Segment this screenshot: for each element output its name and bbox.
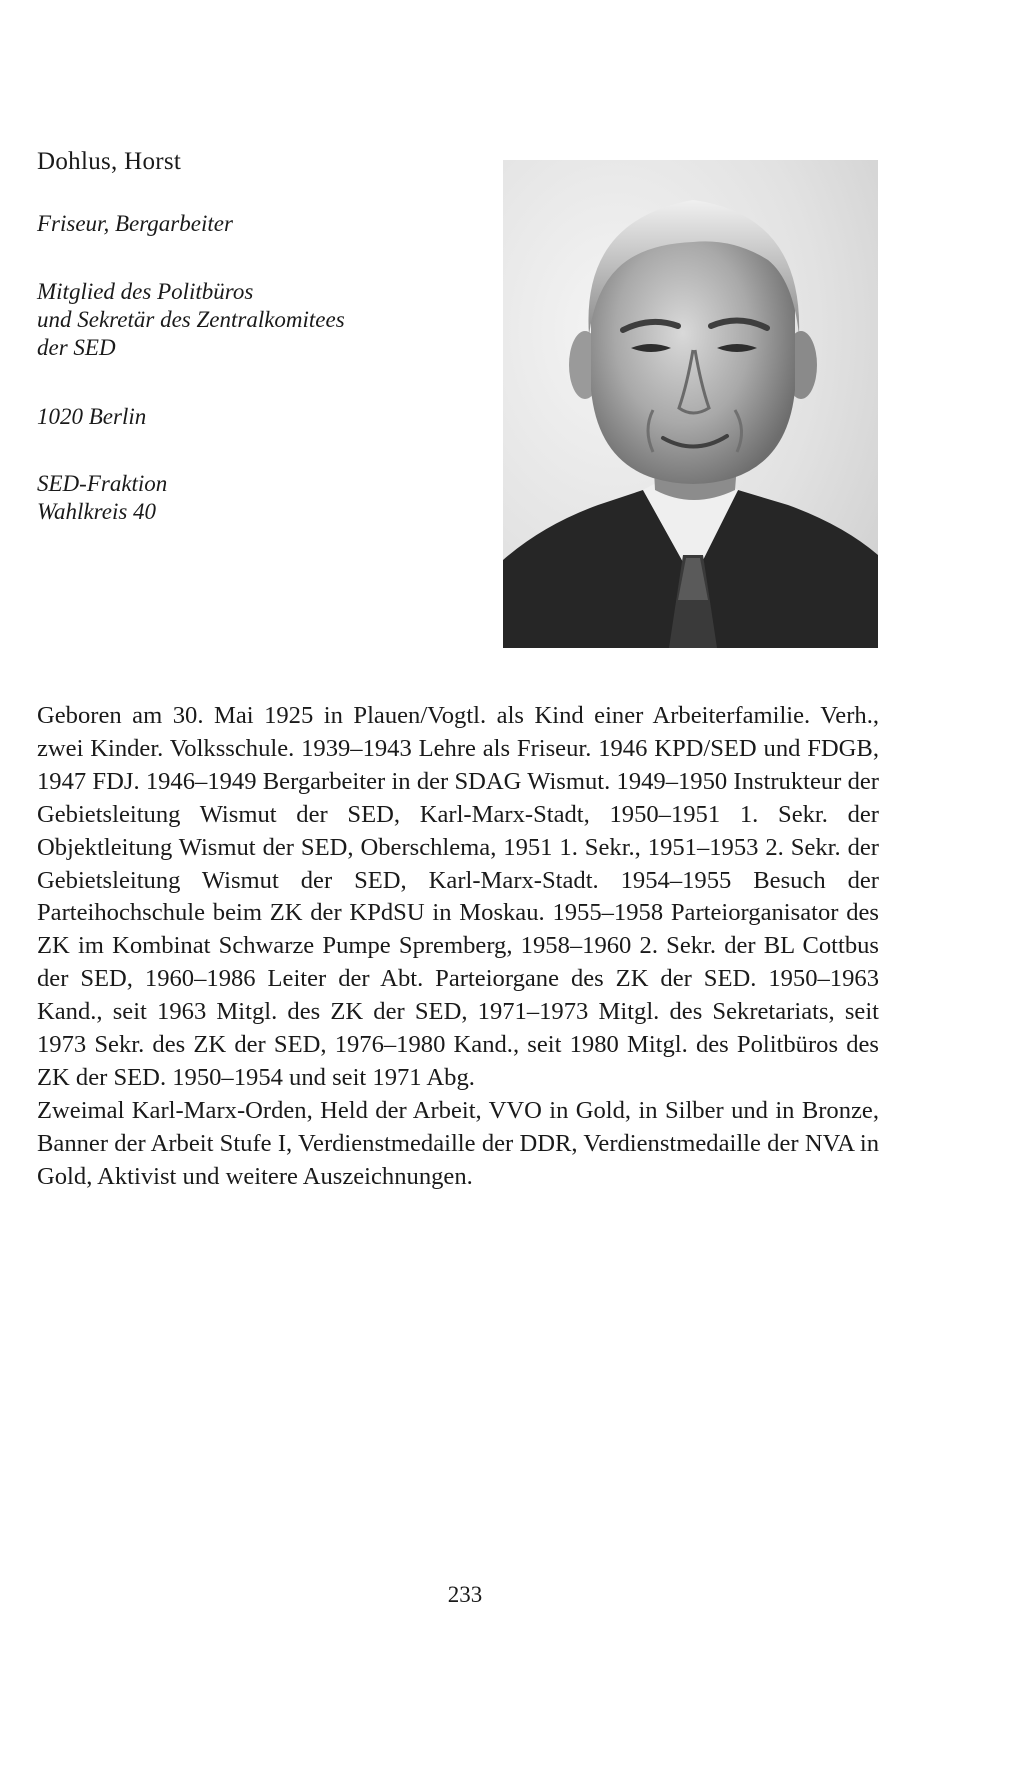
portrait-photo [503,160,878,648]
entry-faction [37,470,167,526]
portrait-illustration [503,160,878,648]
entry-occupation [37,210,233,238]
constituency-line: Wahlkreis 40 [37,499,157,524]
faction-line: SED-Fraktion [37,471,168,496]
entry-name: Dohlus, Horst [37,148,182,175]
entry-position [37,278,345,362]
address-text: 1020 Berlin [37,404,147,429]
position-line: der SED [37,335,116,360]
entry-address [37,403,146,431]
position-line: und Sekretär des Zentralkomitees [37,307,345,332]
position-line: Mitglied des Politbüros [37,279,254,304]
awards-paragraph: Zweimal Karl-Marx-Orden, Held der Arbeit, VVO in Gold, in Silber und in Bronze, Banner der Arbeit Stufe I, Verdienstmedaille der DDR, Verdienstmedaille der NVA in Gold, Aktivist und weitere Auszeichnungen. [37,1096,879,1190]
page-number: 233 [447,1582,483,1607]
occupation-text: Friseur, Bergarbeiter [37,211,233,236]
biography [37,700,879,1194]
biography-paragraph: Geboren am 30. Mai 1925 in Plauen/Vogtl. als Kind einer Arbeiterfamilie. Verh., zwei Kinder. Volksschule. 1939–1943 Lehre als Friseur. 1946 KPD/SED und FDGB, 1947 FDJ. 1946–1949 Bergarbeiter in der SDAG Wismut. 1949–1950 Instrukteur der Gebietsleitung Wismut der SED, Karl-Marx-Stadt, 1950–1951 1. Sekr. der Objektleitung Wismut der SED, Oberschlema, 1951 1. Sekr., 1951–1953 2. Sekr. der Gebietsleitung Wismut der SED, Karl-Marx-Stadt. 1954–1955 Besuch der Parteihochschule beim ZK der KPdSU in Moskau. 1955–1958 Parteiorganisator des ZK im Kombinat Schwarze Pumpe Spremberg, 1958–1960 2. Sekr. der BL Cottbus der SED, 1960–1986 Leiter der Abt. Parteiorgane des ZK der SED. 1950–1963 Kand., seit 1963 Mitgl. des ZK der SED, 1971–1973 Mitgl. des Sekretariats, seit 1973 Sekr. des ZK der SED, 1976–1980 Kand., seit 1980 Mitgl. des Politbüros des ZK der SED. 1950–1954 und seit 1971 Abg. [37,702,879,1091]
